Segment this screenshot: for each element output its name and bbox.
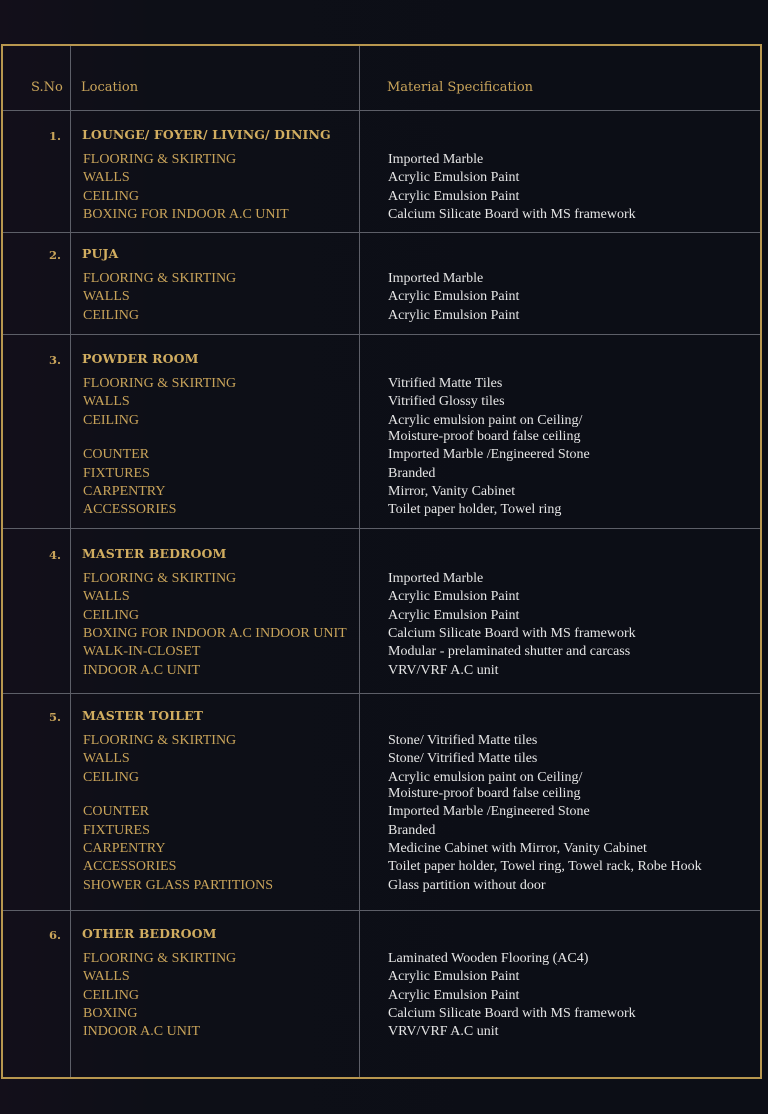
location-label: ACCESSORIES [83,502,177,518]
material-spec: Imported Marble [388,271,484,286]
material-spec: VRV/VRF A.C unit [388,662,499,678]
location-label: WALLS [83,394,130,410]
material-spec: Calcium Silicate Board with MS framework [388,625,636,641]
row-divider [3,528,760,529]
material-spec: Acrylic Emulsion Paint [388,607,520,623]
header-sno: S.No [31,80,63,95]
section-number: 2. [48,248,61,262]
location-label: WALLS [83,969,130,985]
row-divider [3,910,760,911]
location-label: CEILING [83,412,139,428]
material-spec: Imported Marble [388,571,484,586]
material-spec: Calcium Silicate Board with MS framework [388,206,636,222]
location-label: FIXTURES [83,822,150,838]
location-label: CEILING [83,607,139,623]
section-number: 3. [48,353,61,367]
row-divider [3,110,760,111]
material-spec: Acrylic Emulsion Paint [388,188,520,204]
material-spec: Acrylic Emulsion Paint [388,589,520,605]
location-label: WALLS [83,751,130,767]
location-label: WALK-IN-CLOSET [83,644,201,660]
material-spec: Stone/ Vitrified Matte tiles [388,733,538,748]
material-spec: Acrylic Emulsion Paint [388,969,520,985]
location-label: CEILING [83,307,139,323]
location-label: BOXING FOR INDOOR A.C INDOOR UNIT [83,625,347,641]
material-spec: Toilet paper holder, Towel ring, Towel rack, Robe Hook [388,859,702,875]
material-spec: Toilet paper holder, Towel ring [388,502,562,518]
material-spec: Glass partition without door [388,877,546,893]
material-spec: Acrylic emulsion paint on Ceiling/ [388,769,583,785]
section-number: 5. [48,710,61,724]
section-number: 4. [48,548,61,562]
section-title: POWDER ROOM [82,351,199,366]
material-spec: Moisture-proof board false ceiling [388,429,581,445]
location-label: FLOORING & SKIRTING [83,376,237,391]
location-label: FLOORING & SKIRTING [83,271,237,286]
header-location: Location [81,80,139,95]
location-label: FLOORING & SKIRTING [83,951,237,966]
row-divider [3,693,760,694]
row-divider [3,232,760,233]
location-label: WALLS [83,589,130,605]
location-label: FLOORING & SKIRTING [83,571,237,586]
location-label: CARPENTRY [83,841,166,856]
section-number: 1. [48,129,61,143]
location-label: SHOWER GLASS PARTITIONS [83,877,273,893]
location-label: INDOOR A.C UNIT [83,1024,201,1040]
location-label: CEILING [83,769,139,785]
location-label: COUNTER [83,804,150,820]
material-spec: Imported Marble [388,152,484,167]
location-label: WALLS [83,170,130,186]
location-label: FIXTURES [83,465,150,481]
location-label: BOXING FOR INDOOR A.C UNIT [83,206,289,222]
column-divider [359,46,360,1077]
material-spec: Acrylic Emulsion Paint [388,307,520,323]
material-spec: Medicine Cabinet with Mirror, Vanity Cabinet [388,841,647,856]
section-title: MASTER TOILET [82,708,204,723]
material-spec: Vitrified Matte Tiles [388,376,503,391]
material-spec: Branded [388,822,436,838]
location-label: CEILING [83,987,139,1003]
material-spec: Moisture-proof board false ceiling [388,786,581,802]
column-divider [70,46,71,1077]
material-spec: VRV/VRF A.C unit [388,1024,499,1040]
material-spec: Acrylic Emulsion Paint [388,987,520,1003]
location-label: ACCESSORIES [83,859,177,875]
location-label: COUNTER [83,447,150,463]
location-label: FLOORING & SKIRTING [83,733,237,748]
location-label: FLOORING & SKIRTING [83,152,237,167]
location-label: CEILING [83,188,139,204]
location-label: INDOOR A.C UNIT [83,662,201,678]
material-spec: Branded [388,465,436,481]
material-spec: Vitrified Glossy tiles [388,394,505,410]
row-divider [3,334,760,335]
material-spec: Imported Marble /Engineered Stone [388,804,590,820]
location-label: WALLS [83,289,130,305]
material-spec: Laminated Wooden Flooring (AC4) [388,951,589,966]
section-title: OTHER BEDROOM [82,926,217,941]
material-spec: Calcium Silicate Board with MS framework [388,1005,636,1021]
header-spec: Material Specification [387,80,534,95]
location-label: BOXING [83,1005,138,1021]
material-spec: Imported Marble /Engineered Stone [388,447,590,463]
location-label: CARPENTRY [83,484,166,499]
material-spec: Acrylic emulsion paint on Ceiling/ [388,412,583,428]
section-title: LOUNGE/ FOYER/ LIVING/ DINING [82,127,331,142]
material-spec: Stone/ Vitrified Matte tiles [388,751,538,767]
material-spec: Acrylic Emulsion Paint [388,289,520,305]
specification-table [1,44,762,1079]
material-spec: Mirror, Vanity Cabinet [388,484,516,499]
section-title: PUJA [82,246,119,261]
section-title: MASTER BEDROOM [82,546,227,561]
material-spec: Modular - prelaminated shutter and carcass [388,644,631,660]
section-number: 6. [48,928,61,942]
material-spec: Acrylic Emulsion Paint [388,170,520,186]
